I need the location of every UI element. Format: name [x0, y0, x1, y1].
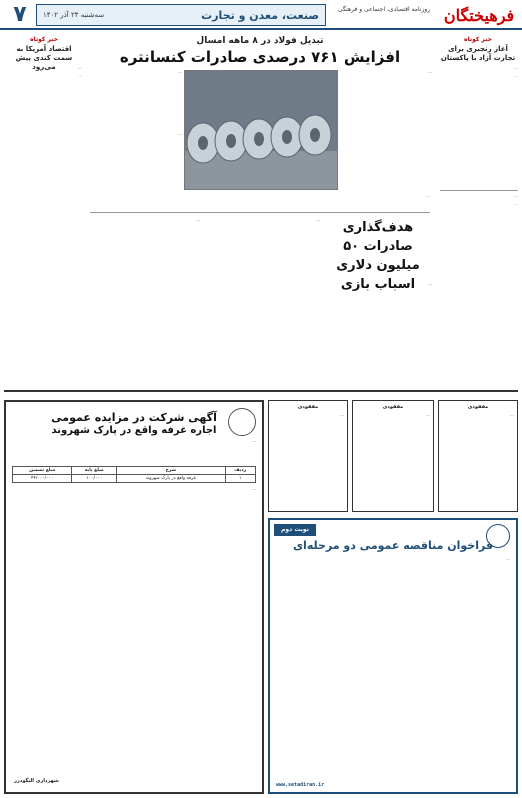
tender-ad	[268, 518, 518, 794]
lead-body-left: ...	[177, 70, 182, 75]
lost-notice-body: ...	[509, 413, 514, 418]
left-column-headline: اقتصاد آمریکا به سمت کندی پیش می‌رود	[15, 45, 73, 71]
section-separator	[4, 390, 518, 392]
lost-notice-1	[438, 400, 518, 512]
steel-coils-photo	[184, 70, 338, 190]
divider	[90, 212, 430, 213]
page-number: ۷	[13, 2, 27, 27]
auction-signature: شهرداری الیگودرز	[14, 778, 59, 784]
tender-badge: نوبت دوم	[274, 524, 316, 536]
tender-website-link[interactable]: www.setadiran.ir	[276, 782, 325, 788]
table-cell: ۱	[225, 475, 255, 483]
lost-notice-3	[268, 400, 348, 512]
tender-ad-body: ...	[505, 557, 510, 562]
right-column-body: ... ..	[513, 66, 518, 80]
lead-body-right: ...	[427, 70, 432, 75]
toy-export-body-mid: ...	[315, 218, 320, 223]
table-header: شرح	[117, 467, 225, 475]
section-banner	[36, 4, 326, 26]
right-column-body-2: ... ..	[513, 194, 518, 208]
lost-notice-label: مفقودی	[297, 404, 319, 410]
toy-export-body: ...	[427, 282, 432, 287]
auction-table-wrap	[6, 466, 262, 483]
lost-notice-label: مفقودی	[382, 404, 404, 410]
divider	[440, 190, 518, 191]
lead-kicker: تبدیل فولاد در ۸ ماهه امسال	[196, 36, 324, 46]
lost-notice-2	[352, 400, 434, 512]
lead-body-bottom: ...	[425, 194, 430, 199]
newspaper-logo: فرهیختگان	[443, 5, 515, 25]
table-cell: غرفه واقع در پارک شهروند	[117, 475, 225, 483]
municipality-logo-icon	[228, 408, 256, 436]
table-cell: ۴۴/۰۰۰/۰۰۰	[13, 475, 72, 483]
table-header: ردیف	[225, 467, 255, 475]
issue-date: سه‌شنبه ۲۴ آذر ۱۴۰۲	[43, 11, 105, 19]
auction-ad-subtitle: اجاره غرفه واقع در پارک شهروند	[51, 425, 217, 436]
lost-notice-body: ...	[339, 413, 344, 418]
steel-coils-icon	[184, 71, 337, 190]
lead-title: افزایش ۷۶۱ درصدی صادرات کنسانتره	[119, 48, 401, 66]
tender-ad-title: فراخوان مناقصه عمومی دو مرحله‌ای	[292, 539, 494, 552]
table-cell: ۱۰۰/۰۰۰	[72, 475, 117, 483]
lead-body-left-2: ...	[177, 132, 182, 137]
table-header-row	[13, 467, 256, 475]
toy-export-body-left: ...	[195, 218, 200, 223]
auction-ad-title: آگهی شرکت در مزایده عمومی	[51, 411, 217, 424]
auction-ad-body: ...	[251, 487, 256, 492]
toy-export-title: هدف‌گذاری صادرات ۵۰ میلیون دلاری اسباب بازی	[336, 220, 420, 292]
left-column-kicker: خبر کوتاه	[30, 36, 58, 43]
organization-logo-icon	[486, 524, 510, 548]
table-row	[13, 475, 256, 483]
table-header: مبلغ پایه	[72, 467, 117, 475]
auction-ad	[4, 400, 264, 794]
right-column-headline: آغاز رنجبری برای تجارت آزاد با پاکستان	[440, 45, 516, 62]
auction-table	[12, 466, 256, 483]
section-title: صنعت، معدن و تجارت	[201, 8, 319, 22]
right-column-kicker: خبر کوتاه	[464, 36, 492, 43]
lost-notice-label: مفقودی	[467, 404, 489, 410]
left-column-body: ... ..	[77, 66, 82, 80]
lost-notice-body: ...	[425, 413, 430, 418]
newspaper-tagline: روزنامه اقتصادی، اجتماعی و فرهنگی	[337, 6, 431, 13]
auction-ad-intro: ...	[251, 439, 256, 444]
table-header: مبلغ تضمین	[13, 467, 72, 475]
